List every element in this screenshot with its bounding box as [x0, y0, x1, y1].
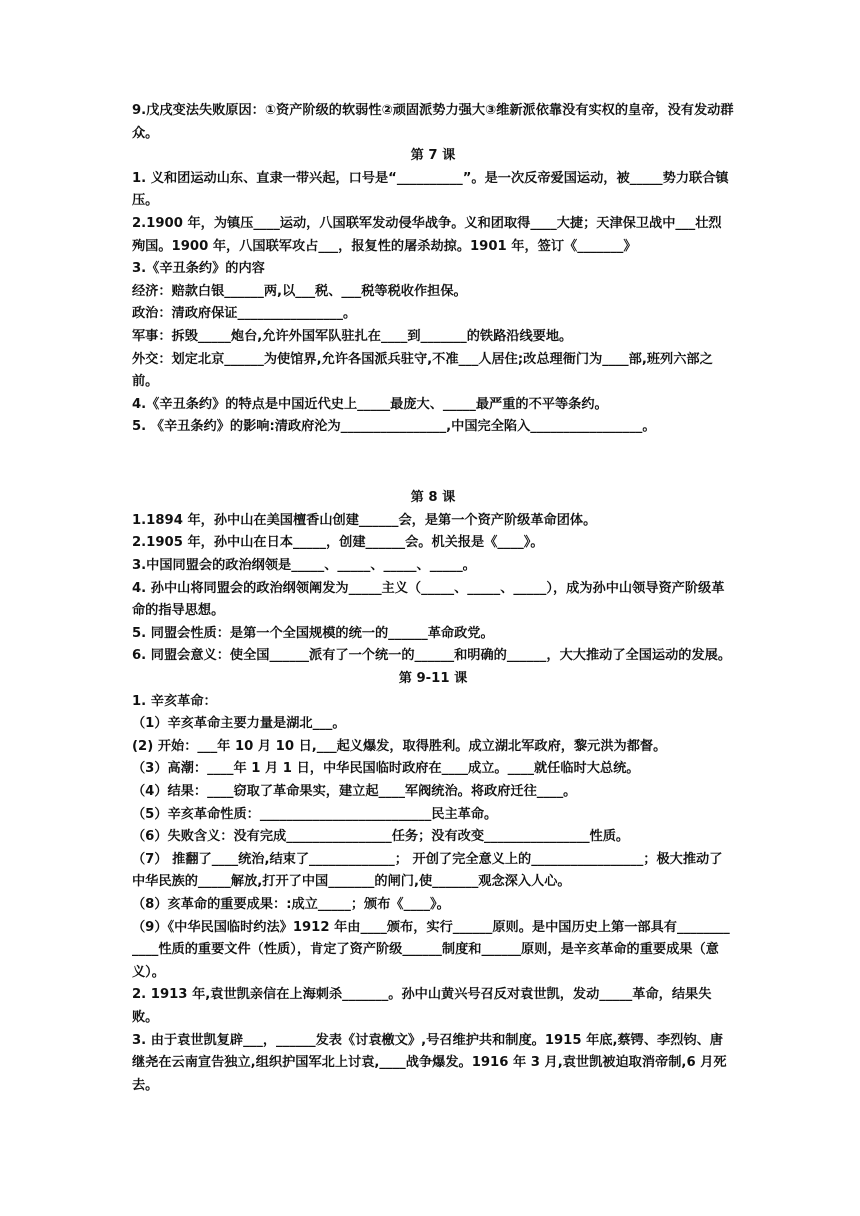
text-line: 3.中国同盟会的政治纲领是_____、_____、_____、_____。 [132, 558, 476, 574]
text-line: 1. 义和团运动山东、直隶一带兴起，口号是“__________”。是一次反帝爱国运动，被_____势力联合镇压。 [132, 170, 729, 209]
text-line: （9）《中华民国临时约法》1912 年由____颁布，实行______原则。是中国历史上第一部具有____________性质的重要文件（性质），肯定了资产阶级______制度和______原则，是辛亥革命的重要成果（意义）。 [132, 919, 730, 980]
text-line: 6. 同盟会意义：使全国______派有了一个统一的______和明确的______，大大推动了全国运动的发展。 [132, 648, 732, 664]
text-line: 2. 1913 年,袁世凯亲信在上海刺杀_______。孙中山黄兴号召反对袁世凯，发动_____革命，结果失败。 [132, 987, 712, 1025]
text-line: 政治：清政府保证________________。 [132, 306, 357, 322]
text-line: （1）辛亥革命主要力量是湖北___。 [132, 716, 346, 732]
text-line: 3.《辛丑条约》的内容 [132, 261, 265, 277]
text-line: 5. 《辛丑条约》的影响:清政府沦为________________,中国完全陷入_________________。 [132, 419, 656, 435]
text-line: 9.戊戌变法失败原因：①资产阶级的软弱性②顽固派势力强大③维新派依靠没有实权的皇帝，没有发动群众。 [132, 103, 734, 141]
text-line: （5）辛亥革命性质：__________________________民主革命。 [132, 806, 498, 822]
section-heading: 第 8 课 [410, 490, 456, 506]
section-heading: 第 7 课 [410, 148, 456, 164]
document-page [132, 100, 734, 1097]
text-line: 经济：赔款白银______两,以___税、___税等税收作担保。 [132, 283, 467, 299]
section-heading: 第 9-11 课 [398, 671, 468, 687]
text-line: （8）亥革命的重要成果：:成立_____；颁布《____》。 [132, 896, 450, 912]
text-line: (2) 开始：___年 10 月 10 日,___起义爆发，取得胜利。成立湖北军政府，黎元洪为都督。 [132, 738, 667, 754]
text-line: 4. 孙中山将同盟会的政治纲领阐发为_____主义（_____、_____、_____），成为孙中山领导资产阶级革命的指导思想。 [132, 580, 725, 619]
text-line: （7） 推翻了____统治,结束了_____________； 开创了完全意义上的_________________；极大推动了中华民族的_____解放,打开了中国_______的闸门,使_______观念深入人心。 [132, 851, 723, 890]
spacer [132, 452, 734, 474]
text-line: 3. 由于袁世凯复辟___，______发表《讨袁檄文》,号召维护共和制度。1915 年底,蔡锷、李烈钧、唐继尧在云南宣告独立,组织护国军北上讨袁,____战争爆发。1916 年 3 月,袁世凯被迫取消帝制,6 月死去。 [132, 1032, 727, 1093]
text-line: （4）结果：____窃取了革命果实，建立起____军阀统治。将政府迁往____。 [132, 784, 577, 799]
text-line: （3）高潮：____年 1 月 1 日，中华民国临时政府在____成立。____就任临时大总统。 [132, 761, 640, 777]
text-line: 2.1900 年，为镇压____运动，八国联军发动侵华战争。义和团取得____大捷；天津保卫战中___壮烈殉国。1900 年，八国联军攻占___，报复性的屠杀劫掠。1901 年，签订《_______》 [132, 215, 722, 254]
text-line: （6）失败含义：没有完成________________任务；没有改变________________性质。 [132, 829, 630, 845]
text-line: 军事：拆毁_____炮台,允许外国军队驻扎在____到_______的铁路沿线要地。 [132, 328, 573, 344]
text-line: 5. 同盟会性质：是第一个全国规模的统一的______革命政党。 [132, 625, 494, 641]
text-line: 1.1894 年，孙中山在美国檀香山创建______会，是第一个资产阶级革命团体。 [132, 512, 597, 528]
text-line: 2.1905 年，孙中山在日本_____，创建______会。机关报是《____》。 [132, 535, 544, 551]
text-line: 1. 辛亥革命： [132, 693, 217, 709]
text-line: 外交：划定北京______为使馆界,允许各国派兵驻守,不准___人居住;改总理衙门为____部,班列六部之前。 [132, 351, 713, 390]
text-line: 4.《辛丑条约》的特点是中国近代史上_____最庞大、_____最严重的不平等条约。 [132, 396, 608, 412]
